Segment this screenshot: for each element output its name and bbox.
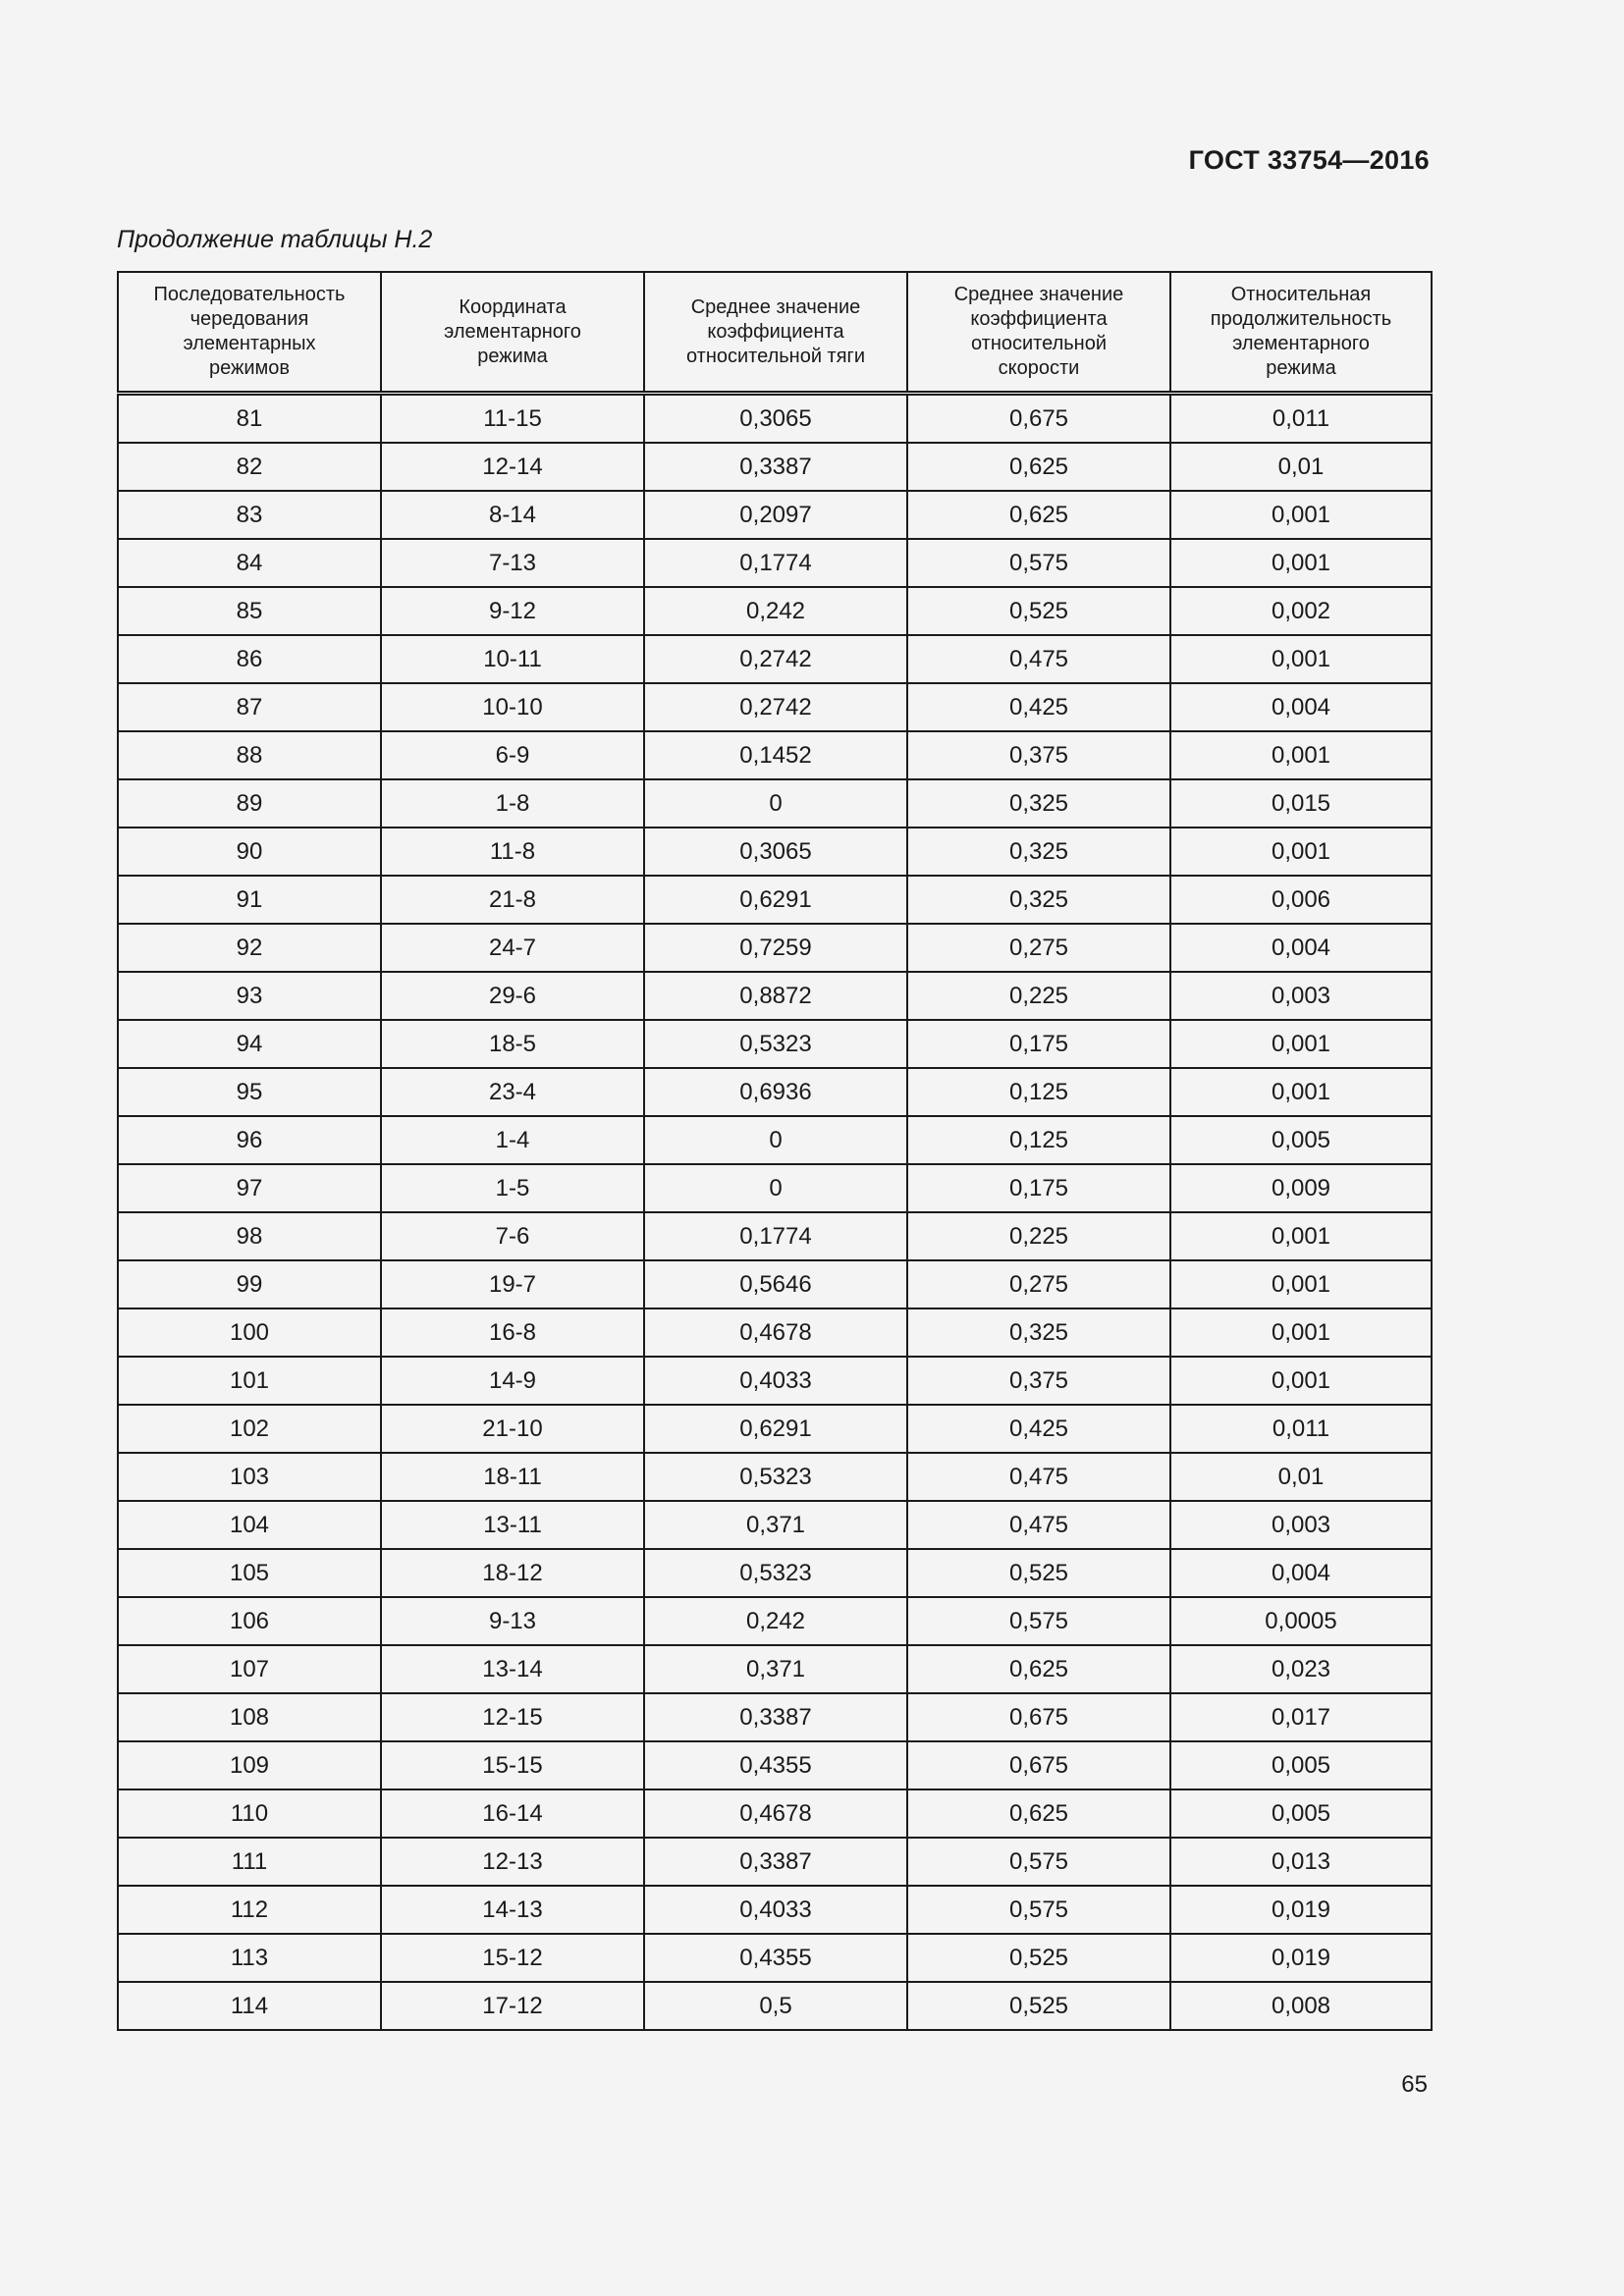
table-cell: 0,3387 — [644, 1693, 907, 1741]
table-cell: 0 — [644, 779, 907, 828]
column-header-line: Среднее значение — [690, 295, 861, 318]
table-row — [118, 1164, 1432, 1212]
column-header-line: режима — [1266, 357, 1336, 379]
table-cell: 7-6 — [381, 1212, 644, 1260]
table-cell: 23-4 — [381, 1068, 644, 1116]
table-cell: 0 — [644, 1164, 907, 1212]
table-row — [118, 731, 1432, 779]
table-cell: 0,011 — [1170, 1405, 1432, 1453]
column-header-line: коэффициента — [707, 320, 844, 343]
table-row — [118, 1597, 1432, 1645]
table-cell: 100 — [118, 1308, 381, 1357]
table-cell: 113 — [118, 1934, 381, 1982]
table-cell: 0,8872 — [644, 972, 907, 1020]
table-cell: 97 — [118, 1164, 381, 1212]
table-cell: 0,001 — [1170, 1357, 1432, 1405]
table-cell: 10-10 — [381, 683, 644, 731]
table-cell: 0,475 — [907, 635, 1170, 683]
table-cell: 0,3387 — [644, 1838, 907, 1886]
table-cell: 7-13 — [381, 539, 644, 587]
table-cell: 0,1774 — [644, 1212, 907, 1260]
table-cell: 0,005 — [1170, 1789, 1432, 1838]
table-cell: 101 — [118, 1357, 381, 1405]
table-cell: 104 — [118, 1501, 381, 1549]
table-cell: 0,004 — [1170, 683, 1432, 731]
table-cell: 1-4 — [381, 1116, 644, 1164]
column-header — [118, 272, 381, 394]
table-cell: 0,017 — [1170, 1693, 1432, 1741]
table-cell: 0,023 — [1170, 1645, 1432, 1693]
header-row — [118, 272, 1432, 394]
table-cell: 0,5646 — [644, 1260, 907, 1308]
table-cell: 0,475 — [907, 1453, 1170, 1501]
table-cell: 109 — [118, 1741, 381, 1789]
table-cell: 15-12 — [381, 1934, 644, 1982]
column-header — [381, 272, 644, 394]
table-row — [118, 924, 1432, 972]
table-cell: 6-9 — [381, 731, 644, 779]
column-header-line: режимов — [208, 357, 291, 379]
table-cell: 0,525 — [907, 1549, 1170, 1597]
table-cell: 9-13 — [381, 1597, 644, 1645]
table-row — [118, 1645, 1432, 1693]
table-cell: 8-14 — [381, 491, 644, 539]
table-cell: 114 — [118, 1982, 381, 2030]
table-cell: 13-14 — [381, 1645, 644, 1693]
table-cell: 0,3065 — [644, 394, 907, 444]
table-cell: 0,015 — [1170, 779, 1432, 828]
table-cell: 0,6291 — [644, 876, 907, 924]
table-cell: 0,019 — [1170, 1934, 1432, 1982]
table-cell: 0,4678 — [644, 1308, 907, 1357]
table-cell: 108 — [118, 1693, 381, 1741]
table-cell: 0,675 — [907, 1741, 1170, 1789]
table-cell: 18-5 — [381, 1020, 644, 1068]
table-cell: 0,6291 — [644, 1405, 907, 1453]
table-cell: 0,001 — [1170, 1212, 1432, 1260]
table-cell: 86 — [118, 635, 381, 683]
column-header-line: элементарных — [183, 333, 316, 354]
column-header-line: элементарного — [1232, 333, 1370, 354]
table-cell: 0,001 — [1170, 1068, 1432, 1116]
table-row — [118, 1116, 1432, 1164]
table-row — [118, 1693, 1432, 1741]
table-cell: 0,2097 — [644, 491, 907, 539]
column-header-line: Координата — [459, 295, 567, 318]
table-cell: 18-11 — [381, 1453, 644, 1501]
table-cell: 24-7 — [381, 924, 644, 972]
table-cell: 0,525 — [907, 587, 1170, 635]
table-cell: 0,4033 — [644, 1357, 907, 1405]
table-row — [118, 635, 1432, 683]
table-cell: 95 — [118, 1068, 381, 1116]
table-cell: 11-8 — [381, 828, 644, 876]
table-cell: 0,575 — [907, 1838, 1170, 1886]
table-cell: 0,004 — [1170, 924, 1432, 972]
table-cell: 0,575 — [907, 1886, 1170, 1934]
table-cell: 0,7259 — [644, 924, 907, 972]
table-row — [118, 1357, 1432, 1405]
table-cell: 0,125 — [907, 1116, 1170, 1164]
table-row — [118, 683, 1432, 731]
table-cell: 0,008 — [1170, 1982, 1432, 2030]
table-cell: 18-12 — [381, 1549, 644, 1597]
table-cell: 102 — [118, 1405, 381, 1453]
table-row — [118, 1838, 1432, 1886]
column-header-line: скорости — [998, 357, 1080, 379]
table-cell: 0,001 — [1170, 635, 1432, 683]
table-cell: 0,003 — [1170, 1501, 1432, 1549]
table-cell: 107 — [118, 1645, 381, 1693]
table-cell: 0,5323 — [644, 1020, 907, 1068]
table-cell: 0,003 — [1170, 972, 1432, 1020]
table-cell: 105 — [118, 1549, 381, 1597]
table-cell: 0,001 — [1170, 828, 1432, 876]
data-table — [117, 271, 1433, 2031]
table-cell: 0,325 — [907, 828, 1170, 876]
table-cell: 0,5 — [644, 1982, 907, 2030]
table-cell: 0,325 — [907, 1308, 1170, 1357]
table-cell: 1-8 — [381, 779, 644, 828]
table-cell: 0,001 — [1170, 1260, 1432, 1308]
table-cell: 103 — [118, 1453, 381, 1501]
table-cell: 111 — [118, 1838, 381, 1886]
document-code: ГОСТ 33754—2016 — [1188, 145, 1430, 175]
table-cell: 0,375 — [907, 1357, 1170, 1405]
column-header-line: элементарного — [444, 320, 581, 343]
table-cell: 0,009 — [1170, 1164, 1432, 1212]
table-cell: 0,475 — [907, 1501, 1170, 1549]
table-row — [118, 828, 1432, 876]
table-row — [118, 1741, 1432, 1789]
table-cell: 11-15 — [381, 394, 644, 444]
table-cell: 19-7 — [381, 1260, 644, 1308]
table-cell: 0,371 — [644, 1501, 907, 1549]
column-header-line: Среднее значение — [953, 284, 1124, 305]
table-cell: 0,1774 — [644, 539, 907, 587]
table-caption: Продолжение таблицы Н.2 — [117, 226, 433, 253]
table-cell: 0,001 — [1170, 731, 1432, 779]
table-row — [118, 1405, 1432, 1453]
table-cell: 9-12 — [381, 587, 644, 635]
table-cell: 0,225 — [907, 1212, 1170, 1260]
table-cell: 0,01 — [1170, 443, 1432, 491]
table-cell: 0,525 — [907, 1934, 1170, 1982]
table-cell: 0,425 — [907, 1405, 1170, 1453]
table-cell: 21-8 — [381, 876, 644, 924]
table-cell: 110 — [118, 1789, 381, 1838]
table-cell: 0,242 — [644, 1597, 907, 1645]
table-cell: 0,575 — [907, 1597, 1170, 1645]
table-cell: 96 — [118, 1116, 381, 1164]
table-cell: 87 — [118, 683, 381, 731]
table-row — [118, 1453, 1432, 1501]
table-cell: 0,525 — [907, 1982, 1170, 2030]
table-cell: 0,625 — [907, 443, 1170, 491]
table-row — [118, 587, 1432, 635]
table-cell: 0,675 — [907, 394, 1170, 444]
column-header-line: Относительная — [1230, 284, 1372, 305]
table-cell: 85 — [118, 587, 381, 635]
table-row — [118, 491, 1432, 539]
column-header — [644, 272, 907, 394]
table-cell: 92 — [118, 924, 381, 972]
column-header-line: режима — [477, 345, 548, 367]
column-header-line: продолжительность — [1210, 308, 1392, 330]
table-cell: 0,325 — [907, 779, 1170, 828]
table-row — [118, 1549, 1432, 1597]
table-cell: 0,175 — [907, 1164, 1170, 1212]
table-cell: 89 — [118, 779, 381, 828]
table-cell: 0,4033 — [644, 1886, 907, 1934]
table-cell: 0,002 — [1170, 587, 1432, 635]
table-cell: 0,4355 — [644, 1741, 907, 1789]
table-cell: 94 — [118, 1020, 381, 1068]
table-cell: 0,125 — [907, 1068, 1170, 1116]
table-row — [118, 1308, 1432, 1357]
table-header — [118, 272, 1432, 394]
table-cell: 0,001 — [1170, 1020, 1432, 1068]
table-cell: 0,625 — [907, 491, 1170, 539]
table-row — [118, 394, 1432, 444]
table-cell: 0,371 — [644, 1645, 907, 1693]
table-cell: 88 — [118, 731, 381, 779]
table-cell: 0,001 — [1170, 491, 1432, 539]
table-cell: 83 — [118, 491, 381, 539]
table-cell: 14-9 — [381, 1357, 644, 1405]
table-cell: 0,004 — [1170, 1549, 1432, 1597]
column-header-line: относительной — [970, 333, 1107, 354]
table-row — [118, 876, 1432, 924]
table-cell: 0,0005 — [1170, 1597, 1432, 1645]
table-cell: 0,375 — [907, 731, 1170, 779]
table-cell: 0,625 — [907, 1789, 1170, 1838]
table-cell: 12-15 — [381, 1693, 644, 1741]
table-row — [118, 1789, 1432, 1838]
table-row — [118, 1501, 1432, 1549]
table-cell: 0,4355 — [644, 1934, 907, 1982]
table-row — [118, 1260, 1432, 1308]
column-header-line: относительной тяги — [685, 345, 866, 367]
table-cell: 0,011 — [1170, 394, 1432, 444]
table-cell: 0,001 — [1170, 539, 1432, 587]
column-header-line: чередования — [189, 308, 309, 330]
table-cell: 0,5323 — [644, 1549, 907, 1597]
table-cell: 14-13 — [381, 1886, 644, 1934]
table-row — [118, 539, 1432, 587]
table-cell: 0,006 — [1170, 876, 1432, 924]
table-cell: 0,005 — [1170, 1116, 1432, 1164]
table-row — [118, 1020, 1432, 1068]
table-cell: 29-6 — [381, 972, 644, 1020]
table-cell: 0,3387 — [644, 443, 907, 491]
table-cell: 0 — [644, 1116, 907, 1164]
table-cell: 0,625 — [907, 1645, 1170, 1693]
table-cell: 0,242 — [644, 587, 907, 635]
table-cell: 0,675 — [907, 1693, 1170, 1741]
table-row — [118, 443, 1432, 491]
table-cell: 98 — [118, 1212, 381, 1260]
column-header — [907, 272, 1170, 394]
table-cell: 0,001 — [1170, 1308, 1432, 1357]
column-header-line: коэффициента — [970, 308, 1108, 330]
table-cell: 16-8 — [381, 1308, 644, 1357]
column-header — [1170, 272, 1432, 394]
table-row — [118, 1212, 1432, 1260]
table-row — [118, 972, 1432, 1020]
table-cell: 12-13 — [381, 1838, 644, 1886]
table-cell: 0,6936 — [644, 1068, 907, 1116]
table-cell: 90 — [118, 828, 381, 876]
table-cell: 17-12 — [381, 1982, 644, 2030]
table-row — [118, 779, 1432, 828]
table-cell: 0,3065 — [644, 828, 907, 876]
table-cell: 106 — [118, 1597, 381, 1645]
table-cell: 0,575 — [907, 539, 1170, 587]
table-cell: 0,5323 — [644, 1453, 907, 1501]
table-cell: 0,275 — [907, 924, 1170, 972]
column-header-line: Последовательность — [153, 284, 346, 305]
table-cell: 112 — [118, 1886, 381, 1934]
table-cell: 16-14 — [381, 1789, 644, 1838]
table-cell: 0,01 — [1170, 1453, 1432, 1501]
table-body — [118, 394, 1432, 2031]
table-cell: 91 — [118, 876, 381, 924]
table-cell: 0,005 — [1170, 1741, 1432, 1789]
table-cell: 0,175 — [907, 1020, 1170, 1068]
table-cell: 82 — [118, 443, 381, 491]
table-cell: 21-10 — [381, 1405, 644, 1453]
table-cell: 0,2742 — [644, 635, 907, 683]
table-cell: 13-11 — [381, 1501, 644, 1549]
table-cell: 12-14 — [381, 443, 644, 491]
table-cell: 0,019 — [1170, 1886, 1432, 1934]
table-cell: 0,325 — [907, 876, 1170, 924]
table-cell: 0,4678 — [644, 1789, 907, 1838]
table-cell: 10-11 — [381, 635, 644, 683]
table-row — [118, 1934, 1432, 1982]
page-number: 65 — [1401, 2071, 1428, 2098]
table-cell: 81 — [118, 394, 381, 444]
table-cell: 1-5 — [381, 1164, 644, 1212]
table-row — [118, 1068, 1432, 1116]
table-cell: 0,225 — [907, 972, 1170, 1020]
table-cell: 84 — [118, 539, 381, 587]
table-cell: 0,275 — [907, 1260, 1170, 1308]
table-cell: 0,425 — [907, 683, 1170, 731]
table-cell: 0,013 — [1170, 1838, 1432, 1886]
table-row — [118, 1982, 1432, 2030]
table-cell: 15-15 — [381, 1741, 644, 1789]
table-cell: 0,2742 — [644, 683, 907, 731]
table-cell: 99 — [118, 1260, 381, 1308]
table-cell: 93 — [118, 972, 381, 1020]
table-row — [118, 1886, 1432, 1934]
table-cell: 0,1452 — [644, 731, 907, 779]
